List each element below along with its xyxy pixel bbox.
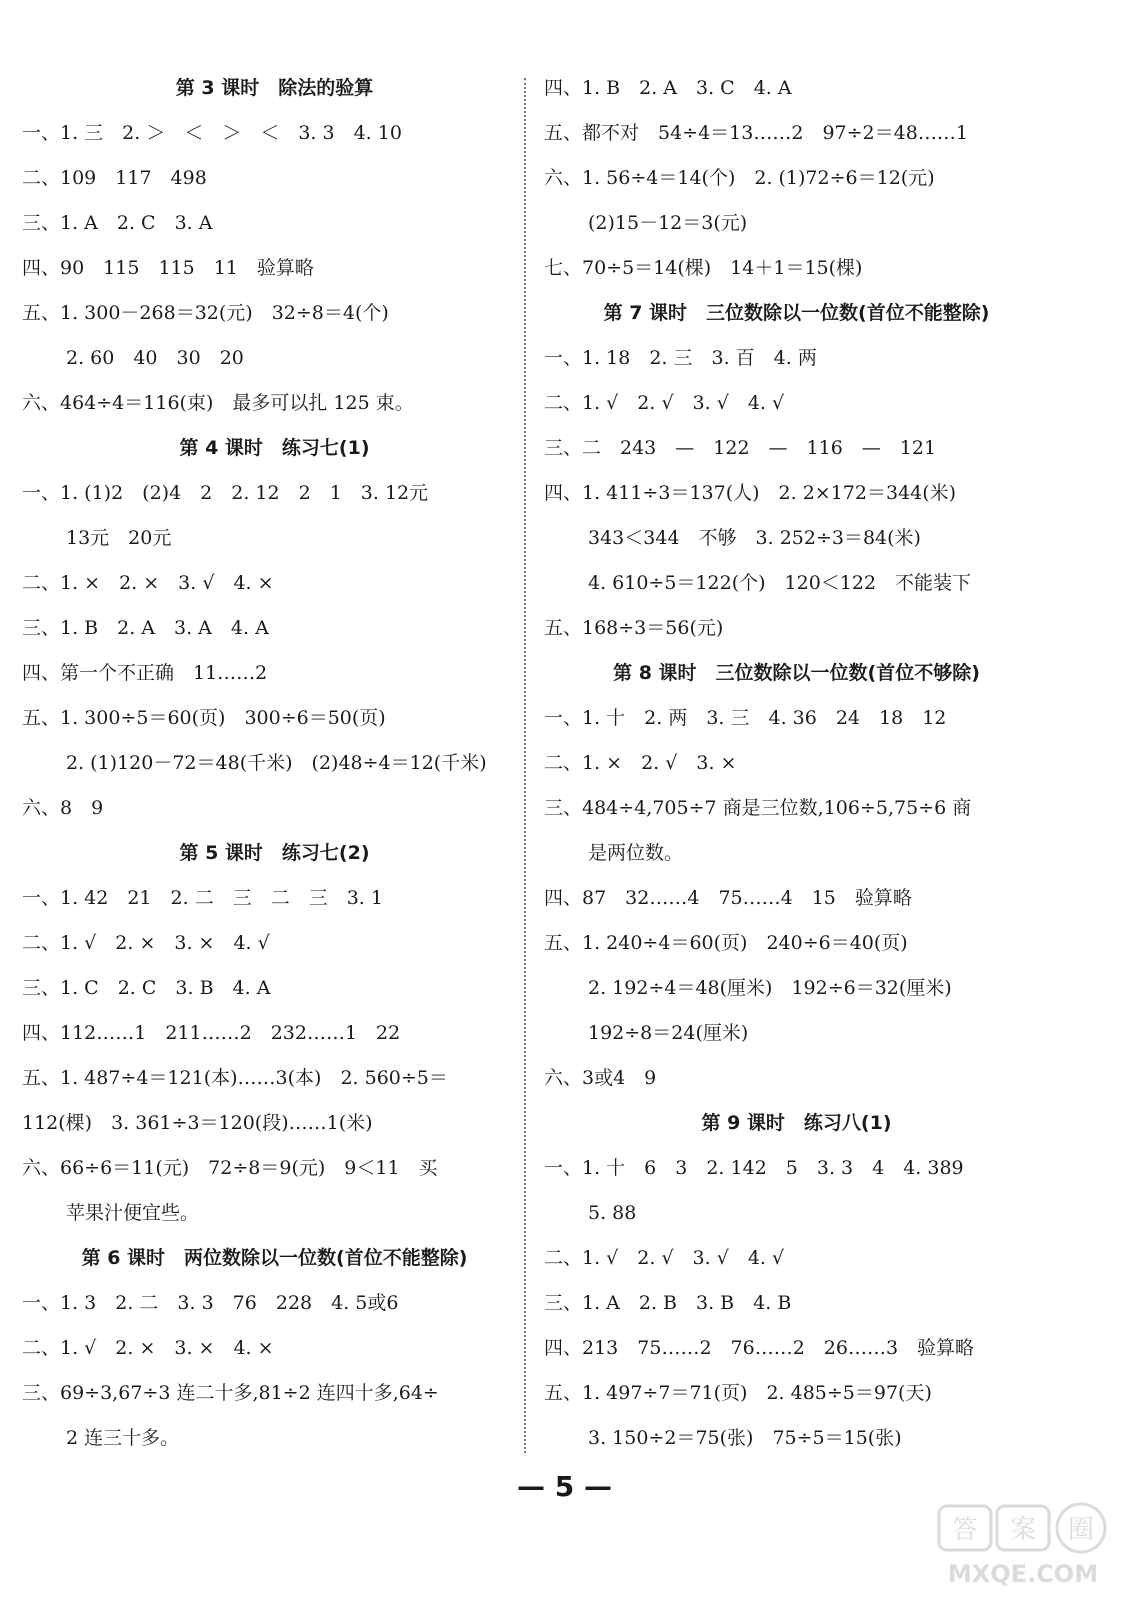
answer-line: 三、1. A 2. B 3. B 4. B — [544, 1292, 792, 1314]
lesson-heading: 第 7 课时 三位数除以一位数(首位不能整除) — [603, 302, 990, 324]
answer-line: 三、1. A 2. C 3. A — [22, 212, 213, 234]
lesson-heading: 第 5 课时 练习七(2) — [179, 842, 370, 864]
answer-line: 一、1. 18 2. 三 3. 百 4. 两 — [544, 347, 817, 369]
column-divider — [524, 78, 526, 1453]
answer-line: 五、1. 497÷7＝71(页) 2. 485÷5＝97(天) — [544, 1382, 932, 1404]
answer-line: 112(棵) 3. 361÷3＝120(段)……1(米) — [22, 1112, 373, 1134]
answer-line: 13元 20元 — [66, 527, 172, 549]
answer-line: 一、1. 十 2. 两 3. 三 4. 36 24 18 12 — [544, 707, 947, 729]
answer-line: 四、1. B 2. A 3. C 4. A — [544, 77, 792, 99]
answer-line: 二、109 117 498 — [22, 167, 207, 189]
answer-line: 4. 610÷5＝122(个) 120＜122 不能装下 — [588, 572, 972, 594]
answer-line: 四、87 32……4 75……4 15 验算略 — [544, 887, 912, 909]
answer-line: 三、1. B 2. A 3. A 4. A — [22, 617, 269, 639]
page-number: — 5 — — [517, 1470, 612, 1503]
answer-line: 一、1. 三 2. ＞ ＜ ＞ ＜ 3. 3 4. 10 — [22, 122, 402, 144]
answer-line: 二、1. √ 2. × 3. × 4. × — [22, 1337, 274, 1359]
answer-line: 192÷8＝24(厘米) — [588, 1022, 749, 1044]
answer-line: 五、1. 240÷4＝60(页) 240÷6＝40(页) — [544, 932, 908, 954]
answer-line: 七、70÷5＝14(棵) 14＋1＝15(棵) — [544, 257, 863, 279]
left-answer-column — [22, 66, 527, 1461]
answer-line: 六、464÷4＝116(束) 最多可以扎 125 束。 — [22, 392, 414, 414]
answer-line: 六、66÷6＝11(元) 72÷8＝9(元) 9＜11 买 — [22, 1157, 438, 1179]
answer-line: 五、都不对 54÷4＝13……2 97÷2＝48……1 — [544, 122, 968, 144]
watermark-url: MXQE.COM — [947, 1560, 1099, 1588]
answer-line: 四、112……1 211……2 232……1 22 — [22, 1022, 401, 1044]
answer-line: 三、484÷4,705÷7 商是三位数,106÷5,75÷6 商 — [544, 797, 972, 819]
answer-line: 六、8 9 — [22, 797, 104, 819]
answer-line: 六、1. 56÷4＝14(个) 2. (1)72÷6＝12(元) — [544, 167, 935, 189]
answer-line: 2. 60 40 30 20 — [66, 347, 244, 369]
answer-line: 苹果汁便宜些。 — [66, 1202, 200, 1224]
answer-line: 一、1. 42 21 2. 二 三 二 三 3. 1 — [22, 887, 383, 909]
lesson-heading: 第 4 课时 练习七(1) — [179, 437, 370, 459]
lesson-heading: 第 6 课时 两位数除以一位数(首位不能整除) — [81, 1247, 468, 1269]
answer-line: 四、1. 411÷3＝137(人) 2. 2×172＝344(米) — [544, 482, 957, 504]
watermark-char-3: 圈 — [1067, 1515, 1095, 1545]
watermark-char-1: 答 — [951, 1515, 979, 1545]
answer-line: 二、1. × 2. × 3. √ 4. × — [22, 572, 274, 594]
lesson-heading: 第 9 课时 练习八(1) — [701, 1112, 892, 1134]
answer-line: 5. 88 — [588, 1202, 637, 1224]
answer-line: (2)15－12＝3(元) — [588, 212, 748, 234]
lesson-heading: 第 8 课时 三位数除以一位数(首位不够除) — [613, 662, 980, 684]
answer-line: 三、1. C 2. C 3. B 4. A — [22, 977, 271, 999]
answer-line: 五、1. 300－268＝32(元) 32÷8＝4(个) — [22, 302, 389, 324]
answer-line: 五、168÷3＝56(元) — [544, 617, 724, 639]
answer-line: 一、1. (1)2 (2)4 2 2. 12 2 1 3. 12元 — [22, 482, 429, 504]
answer-line: 二、1. √ 2. × 3. × 4. √ — [22, 932, 270, 954]
answer-line: 一、1. 3 2. 二 3. 3 76 228 4. 5或6 — [22, 1292, 399, 1314]
answer-line: 343＜344 不够 3. 252÷3＝84(米) — [588, 527, 921, 549]
answer-line: 五、1. 487÷4＝121(本)……3(本) 2. 560÷5＝ — [22, 1067, 448, 1089]
answer-line: 四、213 75……2 76……2 26……3 验算略 — [544, 1337, 975, 1359]
answer-line: 六、3或4 9 — [544, 1067, 657, 1089]
answer-line: 三、69÷3,67÷3 连二十多,81÷2 连四十多,64÷ — [22, 1382, 439, 1404]
answer-line: 二、1. √ 2. √ 3. √ 4. √ — [544, 392, 785, 414]
right-answer-column — [544, 66, 1049, 1461]
watermark-char-2: 案 — [1009, 1515, 1037, 1545]
answer-line: 五、1. 300÷5＝60(页) 300÷6＝50(页) — [22, 707, 386, 729]
answer-line: 三、二 243 — 122 — 116 — 121 — [544, 437, 937, 459]
answer-line: 3. 150÷2＝75(张) 75÷5＝15(张) — [588, 1427, 902, 1449]
answer-line: 一、1. 十 6 3 2. 142 5 3. 3 4 4. 389 — [544, 1157, 964, 1179]
answer-line: 2 连三十多。 — [66, 1427, 180, 1449]
answer-line: 二、1. × 2. √ 3. × — [544, 752, 737, 774]
lesson-heading: 第 3 课时 除法的验算 — [175, 77, 374, 99]
answer-line: 四、90 115 115 11 验算略 — [22, 257, 314, 279]
answer-line: 2. (1)120－72＝48(千米) (2)48÷4＝12(千米) — [66, 752, 487, 774]
answer-line: 二、1. √ 2. √ 3. √ 4. √ — [544, 1247, 785, 1269]
answer-line: 是两位数。 — [588, 842, 684, 864]
watermark-logo — [935, 1500, 1110, 1590]
answer-line: 四、第一个不正确 11……2 — [22, 662, 268, 684]
answer-line: 2. 192÷4＝48(厘米) 192÷6＝32(厘米) — [588, 977, 952, 999]
